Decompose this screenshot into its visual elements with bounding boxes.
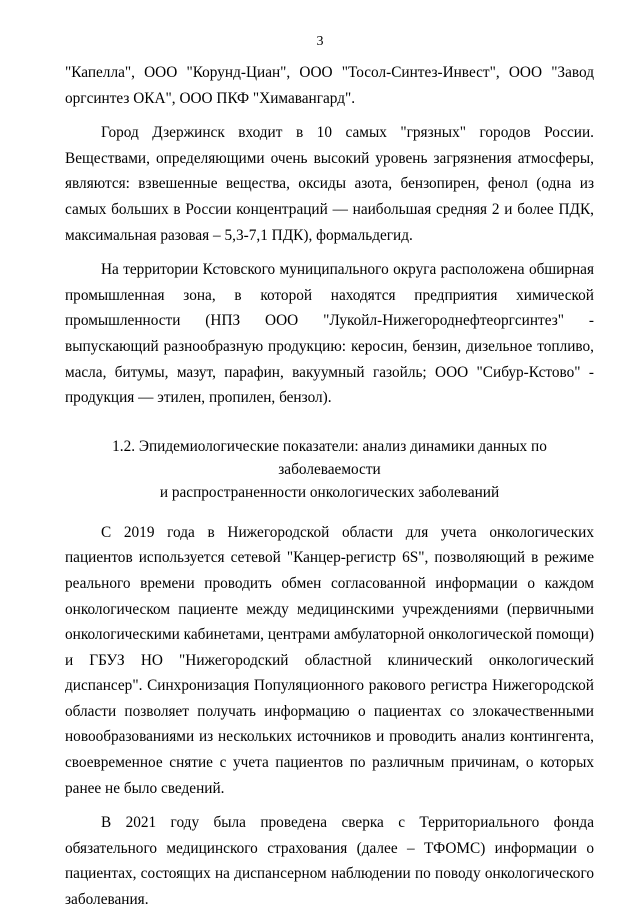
section-heading [65,435,594,504]
section-heading-line-2: и распространенности онкологических заболеваний [159,483,500,501]
document-body [65,60,594,913]
paragraph-cancer-register: С 2019 года в Нижегородской области для учета онкологических пациентов используется сетевой "Канцер-регистр 6S", позволяющий в режиме реального времени проводить обмен согласованной информации о каждом онкологическом пациенте между медицинскими учреждениями (первичными онкологическими кабинетами, центрами амбулаторной онкологической помощи) и ГБУЗ НО "Нижегородский областной клинический онкологический диспансер". Синхронизация Популяционного ракового регистра Нижегородской области позволяет получать информацию о пациентах со злокачественными новообразованиями из нескольких источников и проводить анализ контингента, своевременное снятие с учета пациентов по различным причинам, о которых ранее не было сведений. [65,523,594,797]
paragraph-dzerzhinsk-pollution: Город Дзержинск входит в 10 самых "грязных" городов России. Веществами, определяющими очень высокий уровень загрязнения атмосферы, являются: взвешенные вещества, оксиды азота, бензопирен, фенол (одна из самых больших в России концентраций — наибольшая средняя 2 и более ПДК, максимальная разовая – 5,3-7,1 ПДК), формальдегид. [65,124,594,244]
page-number: 3 [316,34,324,49]
paragraph-enterprises-continued: "Капелла", ООО "Корунд-Циан", ООО "Тосол-Синтез-Инвест", ООО "Завод оргсинтез ОКА", ООО ПКФ "Химавангард". [65,64,594,107]
section-heading-line-1: 1.2. Эпидемиологические показатели: анализ динамики данных по заболеваемости [112,437,547,478]
paragraph-kstovo-industrial-zone: На территории Кстовского муниципального округа расположена обширная промышленная зона, в которой находятся предприятия химической промышленности (НПЗ ООО "Лукойл-Нижегороднефтеоргсинтез" - выпускающий разнообразную продукцию: керосин, бензин, дизельное топливо, масла, битумы, мазут, парафин, вакуумный газойль; ООО "Сибур-Кстово" - продукция — этилен, пропилен, бензол). [65,261,594,407]
paragraph-tfoms-reconciliation: В 2021 году была проведена сверка с Территориального фонда обязательного медицинского страхования (далее – ТФОМС) информации о пациентах, состоящих на диспансерном наблюдении по поводу онкологического заболевания. [65,814,594,909]
